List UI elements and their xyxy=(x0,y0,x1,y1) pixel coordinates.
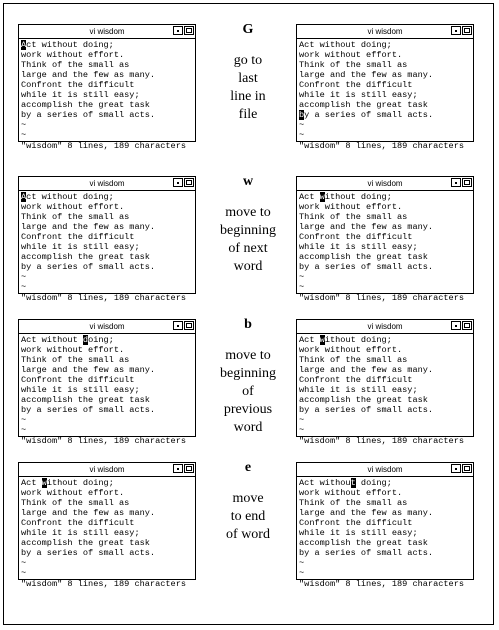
line-text: doing; xyxy=(355,478,392,488)
command-desc xyxy=(200,347,296,437)
line-text: Act xyxy=(299,335,320,345)
command-key: e xyxy=(244,460,252,475)
buffer-line xyxy=(299,110,471,120)
window-titlebar[interactable] xyxy=(19,177,195,191)
status-line: "wisdom" 8 lines, 189 characters xyxy=(21,293,187,303)
vi-window-after[interactable] xyxy=(296,24,474,151)
command-desc-line: to end xyxy=(230,509,266,524)
buffer-line: by a series of small acts. xyxy=(299,548,434,558)
line-text: Act xyxy=(21,478,42,488)
buffer-line: Confront the difficult xyxy=(21,80,135,90)
buffer-line: ~ xyxy=(299,272,305,282)
editor-buffer[interactable] xyxy=(19,39,195,141)
buffer-line: accomplish the great task xyxy=(299,252,428,262)
maximize-icon[interactable] xyxy=(184,178,194,187)
buffer-line: while it is still easy; xyxy=(21,385,140,395)
command-desc xyxy=(200,52,296,124)
command-desc-line: beginning xyxy=(220,223,276,238)
buffer-line: while it is still easy; xyxy=(299,242,418,252)
maximize-icon[interactable] xyxy=(462,26,472,35)
window-titlebar[interactable] xyxy=(297,320,473,334)
text-cursor: t xyxy=(350,478,356,488)
status-line: "wisdom" 8 lines, 189 characters xyxy=(21,579,187,589)
window-title: vi wisdom xyxy=(89,465,125,474)
buffer-line: Act without doing; xyxy=(299,40,392,50)
minimize-icon[interactable] xyxy=(451,321,461,330)
line-text: Act without xyxy=(21,335,83,345)
status-line: "wisdom" 8 lines, 189 characters xyxy=(21,141,187,151)
buffer-line: by a series of small acts. xyxy=(299,262,434,272)
buffer-line: accomplish the great task xyxy=(299,538,428,548)
buffer-line: Confront the difficult xyxy=(299,80,413,90)
minimize-icon[interactable] xyxy=(451,26,461,35)
motion-panel-G xyxy=(0,10,499,160)
buffer-line: work without effort. xyxy=(299,50,403,60)
minimize-icon[interactable] xyxy=(173,321,183,330)
command-description xyxy=(200,460,296,544)
buffer-line: ~ xyxy=(299,425,305,435)
command-key: w xyxy=(242,174,254,189)
buffer-line: Confront the difficult xyxy=(21,375,135,385)
text-cursor: b xyxy=(299,110,305,120)
buffer-line: Confront the difficult xyxy=(299,232,413,242)
buffer-line: accomplish the great task xyxy=(299,100,428,110)
status-line: "wisdom" 8 lines, 189 characters xyxy=(299,436,465,446)
buffer-line: while it is still easy; xyxy=(299,385,418,395)
buffer-line: Think of the small as xyxy=(21,498,130,508)
buffer-line xyxy=(299,192,471,202)
command-desc-line: go to xyxy=(233,53,263,68)
buffer-line: accomplish the great task xyxy=(21,538,150,548)
status-line: "wisdom" 8 lines, 189 characters xyxy=(299,293,465,303)
buffer-line: ~ xyxy=(21,568,27,578)
minimize-icon[interactable] xyxy=(173,464,183,473)
line-text: oing; xyxy=(88,335,114,345)
command-desc-line: last xyxy=(238,71,258,86)
buffer-line: by a series of small acts. xyxy=(21,405,156,415)
command-desc-line: of word xyxy=(226,527,270,542)
line-text: ct without doing; xyxy=(26,192,114,202)
buffer-line: accomplish the great task xyxy=(299,395,428,405)
command-description xyxy=(200,317,296,437)
buffer-line: large and the few as many. xyxy=(299,365,434,375)
buffer-line: ~ xyxy=(299,568,305,578)
buffer-line: work without effort. xyxy=(21,345,125,355)
line-text: ithout doing; xyxy=(46,478,114,488)
buffer-line xyxy=(299,335,471,345)
window-title: vi wisdom xyxy=(89,27,125,36)
buffer-line: large and the few as many. xyxy=(21,70,156,80)
buffer-line: work without effort. xyxy=(299,488,403,498)
vi-window-before[interactable] xyxy=(18,462,196,589)
buffer-line: large and the few as many. xyxy=(299,508,434,518)
buffer-line: Confront the difficult xyxy=(21,232,135,242)
buffer-line: work without effort. xyxy=(21,488,125,498)
maximize-icon[interactable] xyxy=(184,464,194,473)
vi-window-after[interactable] xyxy=(296,462,474,589)
buffer-line: ~ xyxy=(299,282,305,292)
buffer-line: ~ xyxy=(21,120,27,130)
line-text: ithout doing; xyxy=(324,192,392,202)
window-title: vi wisdom xyxy=(367,27,403,36)
command-desc xyxy=(200,204,296,276)
buffer-line: while it is still easy; xyxy=(21,242,140,252)
buffer-line: ~ xyxy=(299,558,305,568)
text-cursor: A xyxy=(21,40,27,50)
command-description xyxy=(200,22,296,124)
editor-buffer[interactable] xyxy=(19,191,195,293)
vi-window-before[interactable] xyxy=(18,176,196,303)
command-desc xyxy=(200,490,296,544)
buffer-line: ~ xyxy=(21,558,27,568)
line-text: Act xyxy=(299,192,320,202)
window-titlebar[interactable] xyxy=(19,463,195,477)
maximize-icon[interactable] xyxy=(462,464,472,473)
line-text: ct without doing; xyxy=(26,40,114,50)
buffer-line: while it is still easy; xyxy=(21,528,140,538)
buffer-line: ~ xyxy=(299,130,305,140)
minimize-icon[interactable] xyxy=(451,178,461,187)
buffer-line: ~ xyxy=(21,130,27,140)
command-key: G xyxy=(242,22,254,37)
buffer-line: by a series of small acts. xyxy=(21,548,156,558)
buffer-line: work without effort. xyxy=(299,202,403,212)
window-titlebar[interactable] xyxy=(297,463,473,477)
vi-window-before[interactable] xyxy=(18,319,196,446)
text-cursor: A xyxy=(21,192,27,202)
buffer-line: accomplish the great task xyxy=(21,100,150,110)
buffer-line: ~ xyxy=(299,120,305,130)
buffer-line: by a series of small acts. xyxy=(299,405,434,415)
window-title: vi wisdom xyxy=(89,322,125,331)
buffer-line: while it is still easy; xyxy=(299,528,418,538)
command-desc-line: beginning xyxy=(220,366,276,381)
buffer-line xyxy=(21,40,193,50)
motion-panel-b xyxy=(0,305,499,455)
text-cursor: w xyxy=(41,478,47,488)
maximize-icon[interactable] xyxy=(462,178,472,187)
line-text: ithout doing; xyxy=(324,335,392,345)
editor-buffer[interactable] xyxy=(297,477,473,579)
status-line: "wisdom" 8 lines, 189 characters xyxy=(299,579,465,589)
vi-window-after[interactable] xyxy=(296,319,474,446)
window-titlebar[interactable] xyxy=(19,320,195,334)
command-desc-line: of xyxy=(242,384,254,399)
motion-panel-e xyxy=(0,448,499,598)
status-line: "wisdom" 8 lines, 189 characters xyxy=(299,141,465,151)
window-titlebar[interactable] xyxy=(19,25,195,39)
command-desc-line: of next xyxy=(228,241,268,256)
command-desc-line: move to xyxy=(225,205,271,220)
window-title: vi wisdom xyxy=(367,179,403,188)
buffer-line: while it is still easy; xyxy=(21,90,140,100)
editor-buffer[interactable] xyxy=(19,334,195,436)
editor-buffer[interactable] xyxy=(297,191,473,293)
status-line: "wisdom" 8 lines, 189 characters xyxy=(21,436,187,446)
window-title: vi wisdom xyxy=(367,465,403,474)
buffer-line: work without effort. xyxy=(21,202,125,212)
buffer-line: Think of the small as xyxy=(21,60,130,70)
minimize-icon[interactable] xyxy=(173,26,183,35)
buffer-line: Think of the small as xyxy=(299,212,408,222)
buffer-line: Confront the difficult xyxy=(299,518,413,528)
maximize-icon[interactable] xyxy=(184,321,194,330)
buffer-line: ~ xyxy=(21,415,27,425)
editor-buffer[interactable] xyxy=(19,477,195,579)
buffer-line: large and the few as many. xyxy=(21,222,156,232)
buffer-line: ~ xyxy=(21,282,27,292)
command-desc-line: word xyxy=(233,259,263,274)
buffer-line: Think of the small as xyxy=(299,498,408,508)
vi-window-after[interactable] xyxy=(296,176,474,303)
buffer-line: large and the few as many. xyxy=(21,508,156,518)
buffer-line: Think of the small as xyxy=(21,212,130,222)
buffer-line: Think of the small as xyxy=(299,355,408,365)
command-desc-line: line in xyxy=(230,89,266,104)
buffer-line: work without effort. xyxy=(299,345,403,355)
buffer-line: Confront the difficult xyxy=(299,375,413,385)
buffer-line xyxy=(21,335,193,345)
editor-buffer[interactable] xyxy=(297,334,473,436)
window-titlebar[interactable] xyxy=(297,25,473,39)
buffer-line: ~ xyxy=(299,415,305,425)
vi-window-before[interactable] xyxy=(18,24,196,151)
buffer-line: Think of the small as xyxy=(21,355,130,365)
command-description xyxy=(200,174,296,276)
command-desc-line: word xyxy=(233,420,263,435)
line-text: Act withou xyxy=(299,478,351,488)
buffer-line: large and the few as many. xyxy=(299,222,434,232)
buffer-line: ~ xyxy=(21,425,27,435)
minimize-icon[interactable] xyxy=(451,464,461,473)
command-desc-line: move xyxy=(232,491,264,506)
buffer-line xyxy=(21,478,193,488)
line-text: y a series of small acts. xyxy=(304,110,434,120)
buffer-line: large and the few as many. xyxy=(21,365,156,375)
window-title: vi wisdom xyxy=(89,179,125,188)
buffer-line: by a series of small acts. xyxy=(21,110,156,120)
buffer-line: by a series of small acts. xyxy=(21,262,156,272)
command-desc-line: file xyxy=(238,107,258,122)
buffer-line: Think of the small as xyxy=(299,60,408,70)
buffer-line: Confront the difficult xyxy=(21,518,135,528)
buffer-line: accomplish the great task xyxy=(21,252,150,262)
buffer-line: while it is still easy; xyxy=(299,90,418,100)
buffer-line: large and the few as many. xyxy=(299,70,434,80)
maximize-icon[interactable] xyxy=(462,321,472,330)
buffer-line: work without effort. xyxy=(21,50,125,60)
text-cursor: w xyxy=(319,192,325,202)
buffer-line xyxy=(299,478,471,488)
window-titlebar[interactable] xyxy=(297,177,473,191)
maximize-icon[interactable] xyxy=(184,26,194,35)
buffer-line: accomplish the great task xyxy=(21,395,150,405)
window-title: vi wisdom xyxy=(367,322,403,331)
text-cursor: d xyxy=(82,335,89,345)
minimize-icon[interactable] xyxy=(173,178,183,187)
buffer-line xyxy=(21,192,193,202)
command-desc-line: move to xyxy=(225,348,271,363)
buffer-line: ~ xyxy=(21,272,27,282)
command-desc-line: previous xyxy=(223,402,273,417)
motion-panel-w xyxy=(0,162,499,312)
text-cursor: w xyxy=(319,335,325,345)
command-key: b xyxy=(244,317,252,332)
editor-buffer[interactable] xyxy=(297,39,473,141)
